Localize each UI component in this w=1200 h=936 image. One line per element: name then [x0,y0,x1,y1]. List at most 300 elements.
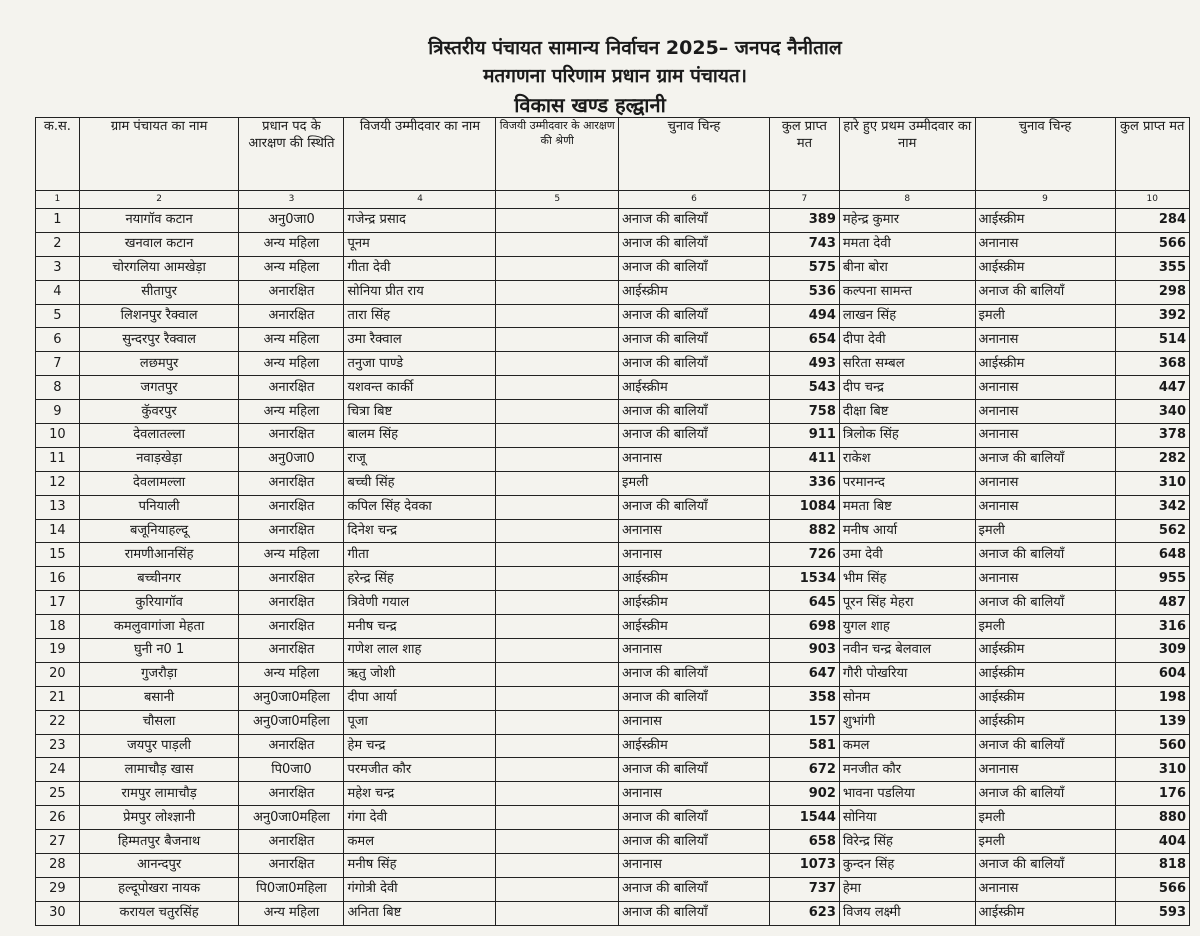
winner-category-cell [496,854,619,878]
serial-number-cell: 27 [36,830,80,854]
runner-up-symbol-cell: आईस्क्रीम [975,352,1115,376]
reservation-status-cell: अन्य महिला [239,400,344,424]
column-number-cell: 5 [496,191,619,209]
runner-up-votes-cell: 378 [1115,424,1189,448]
serial-number-cell: 2 [36,232,80,256]
column-number-cell: 4 [344,191,496,209]
runner-up-symbol-cell: आईस्क्रीम [975,662,1115,686]
winner-symbol-cell: अनानास [618,639,769,663]
winner-votes-cell: 493 [769,352,839,376]
reservation-status-cell: अन्य महिला [239,901,344,925]
winner-category-cell [496,782,619,806]
winner-name-cell: कमल [344,830,496,854]
winner-symbol-cell: अनाज की बालियॉं [618,256,769,280]
winner-votes-cell: 358 [769,686,839,710]
reservation-status-cell: अनु0जा0महिला [239,710,344,734]
reservation-status-cell: अनारक्षित [239,376,344,400]
winner-symbol-cell: अनाज की बालियॉं [618,328,769,352]
gram-panchayat-cell: नवाड़खेड़ा [79,447,239,471]
reservation-status-cell: अन्य महिला [239,352,344,376]
table-row [36,304,1190,328]
runner-up-votes-cell: 368 [1115,352,1189,376]
winner-category-cell [496,806,619,830]
winner-votes-cell: 726 [769,543,839,567]
runner-up-votes-cell: 342 [1115,495,1189,519]
table-row [36,901,1190,925]
runner-up-name-cell: विजय लक्ष्मी [839,901,975,925]
serial-number-cell: 9 [36,400,80,424]
serial-number-cell: 26 [36,806,80,830]
runner-up-name-cell: लाखन सिंह [839,304,975,328]
winner-symbol-cell: अनानास [618,543,769,567]
serial-number-cell: 24 [36,758,80,782]
winner-votes-cell: 411 [769,447,839,471]
runner-up-name-cell: सोनम [839,686,975,710]
winner-name-cell: चित्रा बिष्ट [344,400,496,424]
serial-number-cell: 29 [36,877,80,901]
runner-up-name-cell: गौरी पोखरिया [839,662,975,686]
runner-up-name-cell: मनजीत कौर [839,758,975,782]
winner-symbol-cell: आईस्क्रीम [618,280,769,304]
runner-up-symbol-cell: अनानास [975,758,1115,782]
winner-symbol-cell: अनाज की बालियॉं [618,400,769,424]
winner-category-cell [496,877,619,901]
gram-panchayat-cell: चोरगलिया आमखेड़ा [79,256,239,280]
serial-number-cell: 21 [36,686,80,710]
runner-up-symbol-cell: इमली [975,615,1115,639]
winner-votes-cell: 575 [769,256,839,280]
table-row [36,877,1190,901]
header-cell: हारे हुए प्रथम उम्मीदवार का नाम [839,118,975,191]
header-row [36,118,1190,191]
runner-up-name-cell: विरेन्द्र सिंह [839,830,975,854]
winner-symbol-cell: अनाज की बालियॉं [618,304,769,328]
runner-up-symbol-cell: अनाज की बालियॉं [975,591,1115,615]
runner-up-name-cell: भीम सिंह [839,567,975,591]
runner-up-symbol-cell: अनाज की बालियॉं [975,543,1115,567]
gram-panchayat-cell: देवलामल्ला [79,471,239,495]
serial-number-cell: 3 [36,256,80,280]
serial-number-cell: 5 [36,304,80,328]
runner-up-name-cell: हेमा [839,877,975,901]
gram-panchayat-cell: हिम्मतपुर बैजनाथ [79,830,239,854]
winner-name-cell: गीता [344,543,496,567]
winner-name-cell: दीपा आर्या [344,686,496,710]
header-cell: चुनाव चिन्ह [975,118,1115,191]
winner-symbol-cell: अनाज की बालियॉं [618,495,769,519]
reservation-status-cell: अनारक्षित [239,424,344,448]
table-row [36,686,1190,710]
runner-up-symbol-cell: आईस्क्रीम [975,710,1115,734]
runner-up-votes-cell: 648 [1115,543,1189,567]
winner-votes-cell: 647 [769,662,839,686]
winner-name-cell: उमा रैक्वाल [344,328,496,352]
gram-panchayat-cell: जयपुर पाड़ली [79,734,239,758]
runner-up-name-cell: बीना बोरा [839,256,975,280]
column-number-cell: 6 [618,191,769,209]
document-title-block [0,34,1200,120]
gram-panchayat-cell: लछमपुर [79,352,239,376]
election-title: त्रिस्तरीय पंचायत सामान्य निर्वाचन 2025– जनपद नैनीताल [428,37,842,59]
runner-up-name-cell: दीक्षा बिष्ट [839,400,975,424]
winner-name-cell: यशवन्त कार्की [344,376,496,400]
column-number-cell: 9 [975,191,1115,209]
column-number-cell: 1 [36,191,80,209]
reservation-status-cell: अन्य महिला [239,662,344,686]
table-row [36,256,1190,280]
reservation-status-cell: अनारक्षित [239,495,344,519]
runner-up-name-cell: उमा देवी [839,543,975,567]
runner-up-name-cell: भावना पडलिया [839,782,975,806]
runner-up-symbol-cell: अनानास [975,328,1115,352]
winner-symbol-cell: अनानास [618,447,769,471]
runner-up-symbol-cell: आईस्क्रीम [975,209,1115,233]
runner-up-votes-cell: 818 [1115,854,1189,878]
winner-votes-cell: 654 [769,328,839,352]
runner-up-symbol-cell: अनानास [975,232,1115,256]
reservation-status-cell: अनु0जा0महिला [239,686,344,710]
runner-up-symbol-cell: इमली [975,304,1115,328]
winner-name-cell: हरेन्द्र सिंह [344,567,496,591]
reservation-status-cell: अनारक्षित [239,471,344,495]
runner-up-symbol-cell: अनानास [975,495,1115,519]
runner-up-name-cell: ममता देवी [839,232,975,256]
reservation-status-cell: अनारक्षित [239,734,344,758]
table-row [36,543,1190,567]
table-row [36,854,1190,878]
table-row [36,758,1190,782]
winner-votes-cell: 536 [769,280,839,304]
winner-category-cell [496,447,619,471]
winner-votes-cell: 543 [769,376,839,400]
winner-votes-cell: 737 [769,877,839,901]
gram-panchayat-cell: कमलुवागांजा मेहता [79,615,239,639]
winner-symbol-cell: अनाज की बालियॉं [618,877,769,901]
header-cell: ग्राम पंचायत का नाम [79,118,239,191]
reservation-status-cell: अनारक्षित [239,567,344,591]
winner-votes-cell: 743 [769,232,839,256]
runner-up-votes-cell: 176 [1115,782,1189,806]
table-row [36,400,1190,424]
winner-category-cell [496,901,619,925]
block-name-heading: विकास खण्ड हल्द्वानी [514,93,666,117]
reservation-status-cell: अनु0जा0 [239,209,344,233]
winner-votes-cell: 1534 [769,567,839,591]
serial-number-cell: 22 [36,710,80,734]
winner-category-cell [496,400,619,424]
gram-panchayat-cell: रामणीआनसिंह [79,543,239,567]
results-table [35,117,1190,926]
winner-category-cell [496,256,619,280]
winner-symbol-cell: अनाज की बालियॉं [618,830,769,854]
reservation-status-cell: अनारक्षित [239,591,344,615]
winner-symbol-cell: अनाज की बालियॉं [618,352,769,376]
winner-votes-cell: 758 [769,400,839,424]
winner-name-cell: तारा सिंह [344,304,496,328]
gram-panchayat-cell: रामपुर लामाचौड़ [79,782,239,806]
winner-symbol-cell: आईस्क्रीम [618,567,769,591]
winner-symbol-cell: आईस्क्रीम [618,376,769,400]
winner-votes-cell: 389 [769,209,839,233]
serial-number-cell: 16 [36,567,80,591]
serial-number-cell: 13 [36,495,80,519]
winner-category-cell [496,830,619,854]
reservation-status-cell: अनारक्षित [239,782,344,806]
winner-symbol-cell: अनाज की बालियॉं [618,209,769,233]
runner-up-symbol-cell: अनाज की बालियॉं [975,854,1115,878]
winner-category-cell [496,734,619,758]
winner-name-cell: गंगोत्री देवी [344,877,496,901]
winner-symbol-cell: आईस्क्रीम [618,734,769,758]
winner-category-cell [496,328,619,352]
runner-up-name-cell: ममता बिष्ट [839,495,975,519]
reservation-status-cell: पि0जा0महिला [239,877,344,901]
winner-name-cell: मनीष सिंह [344,854,496,878]
winner-symbol-cell: अनानास [618,854,769,878]
runner-up-symbol-cell: अनाज की बालियॉं [975,447,1115,471]
runner-up-votes-cell: 316 [1115,615,1189,639]
gram-panchayat-cell: कुरियागॉव [79,591,239,615]
runner-up-name-cell: परमानन्द [839,471,975,495]
winner-votes-cell: 1084 [769,495,839,519]
reservation-status-cell: अन्य महिला [239,232,344,256]
gram-panchayat-cell: पनियाली [79,495,239,519]
winner-category-cell [496,495,619,519]
header-cell: प्रधान पद के आरक्षण की स्थिति [239,118,344,191]
winner-category-cell [496,209,619,233]
table-row [36,710,1190,734]
table-row [36,280,1190,304]
runner-up-name-cell: मनीष आर्या [839,519,975,543]
runner-up-votes-cell: 298 [1115,280,1189,304]
winner-category-cell [496,304,619,328]
runner-up-symbol-cell: इमली [975,519,1115,543]
runner-up-symbol-cell: अनानास [975,567,1115,591]
reservation-status-cell: अनारक्षित [239,615,344,639]
winner-votes-cell: 623 [769,901,839,925]
winner-symbol-cell: अनानास [618,519,769,543]
gram-panchayat-cell: कुॅवरपुर [79,400,239,424]
runner-up-votes-cell: 487 [1115,591,1189,615]
winner-name-cell: कपिल सिंह देवका [344,495,496,519]
winner-votes-cell: 911 [769,424,839,448]
header-cell: चुनाव चिन्ह [618,118,769,191]
column-number-cell: 8 [839,191,975,209]
serial-number-cell: 25 [36,782,80,806]
winner-name-cell: महेश चन्द्र [344,782,496,806]
runner-up-votes-cell: 392 [1115,304,1189,328]
table-row [36,734,1190,758]
serial-number-cell: 17 [36,591,80,615]
table-row [36,471,1190,495]
runner-up-symbol-cell: आईस्क्रीम [975,256,1115,280]
runner-up-symbol-cell: अनानास [975,376,1115,400]
winner-category-cell [496,424,619,448]
winner-name-cell: दिनेश चन्द्र [344,519,496,543]
winner-symbol-cell: अनाज की बालियॉं [618,806,769,830]
winner-votes-cell: 902 [769,782,839,806]
column-number-cell: 10 [1115,191,1189,209]
runner-up-symbol-cell: आईस्क्रीम [975,639,1115,663]
runner-up-votes-cell: 404 [1115,830,1189,854]
runner-up-votes-cell: 566 [1115,232,1189,256]
winner-category-cell [496,471,619,495]
serial-number-cell: 19 [36,639,80,663]
table-row [36,567,1190,591]
serial-number-cell: 20 [36,662,80,686]
winner-category-cell [496,543,619,567]
serial-number-cell: 15 [36,543,80,567]
runner-up-symbol-cell: इमली [975,806,1115,830]
table-row [36,806,1190,830]
table-row [36,376,1190,400]
gram-panchayat-cell: देवलातल्ला [79,424,239,448]
table-row [36,232,1190,256]
winner-name-cell: गजेन्द्र प्रसाद [344,209,496,233]
winner-votes-cell: 645 [769,591,839,615]
runner-up-votes-cell: 284 [1115,209,1189,233]
runner-up-votes-cell: 309 [1115,639,1189,663]
gram-panchayat-cell: नयागॉव कटान [79,209,239,233]
runner-up-name-cell: सोनिया [839,806,975,830]
serial-number-cell: 28 [36,854,80,878]
table-row [36,591,1190,615]
serial-number-cell: 7 [36,352,80,376]
winner-category-cell [496,591,619,615]
runner-up-name-cell: पूरन सिंह मेहरा [839,591,975,615]
winner-name-cell: हेम चन्द्र [344,734,496,758]
winner-symbol-cell: अनाज की बालियॉं [618,686,769,710]
winner-category-cell [496,567,619,591]
runner-up-name-cell: कुन्दन सिंह [839,854,975,878]
runner-up-votes-cell: 139 [1115,710,1189,734]
runner-up-votes-cell: 593 [1115,901,1189,925]
column-number-cell: 7 [769,191,839,209]
gram-panchayat-cell: बच्चीनगर [79,567,239,591]
winner-votes-cell: 658 [769,830,839,854]
runner-up-symbol-cell: अनानास [975,471,1115,495]
winner-name-cell: अनिता बिष्ट [344,901,496,925]
reservation-status-cell: पि0जा0 [239,758,344,782]
runner-up-votes-cell: 355 [1115,256,1189,280]
winner-name-cell: बच्ची सिंह [344,471,496,495]
winner-name-cell: ऋतु जोशी [344,662,496,686]
winner-symbol-cell: अनाज की बालियॉं [618,424,769,448]
runner-up-symbol-cell: अनाज की बालियॉं [975,734,1115,758]
winner-votes-cell: 336 [769,471,839,495]
reservation-status-cell: अनु0जा0महिला [239,806,344,830]
runner-up-name-cell: कल्पना सामन्त [839,280,975,304]
reservation-status-cell: अनारक्षित [239,280,344,304]
winner-category-cell [496,710,619,734]
winner-symbol-cell: इमली [618,471,769,495]
results-body [36,209,1190,926]
gram-panchayat-cell: सुन्दरपुर रैक्वाल [79,328,239,352]
winner-name-cell: तनुजा पाण्डे [344,352,496,376]
runner-up-symbol-cell: अनानास [975,877,1115,901]
table-row [36,830,1190,854]
runner-up-votes-cell: 282 [1115,447,1189,471]
winner-category-cell [496,232,619,256]
runner-up-name-cell: युगल शाह [839,615,975,639]
table-row [36,639,1190,663]
runner-up-name-cell: शुभांगी [839,710,975,734]
runner-up-name-cell: राकेश [839,447,975,471]
runner-up-votes-cell: 560 [1115,734,1189,758]
result-subtitle: मतगणना परिणाम प्रधान ग्राम पंचायत। [483,65,747,87]
table-row [36,352,1190,376]
runner-up-votes-cell: 514 [1115,328,1189,352]
winner-votes-cell: 157 [769,710,839,734]
gram-panchayat-cell: बसानी [79,686,239,710]
runner-up-symbol-cell: आईस्क्रीम [975,901,1115,925]
runner-up-symbol-cell: इमली [975,830,1115,854]
winner-symbol-cell: अनाज की बालियॉं [618,662,769,686]
table-row [36,519,1190,543]
gram-panchayat-cell: करायल चतुरसिंह [79,901,239,925]
serial-number-cell: 11 [36,447,80,471]
runner-up-votes-cell: 198 [1115,686,1189,710]
gram-panchayat-cell: आनन्दपुर [79,854,239,878]
winner-category-cell [496,519,619,543]
winner-name-cell: गंगा देवी [344,806,496,830]
serial-number-cell: 8 [36,376,80,400]
table-row [36,662,1190,686]
header-cell: विजयी उम्मीदवार का नाम [344,118,496,191]
runner-up-votes-cell: 955 [1115,567,1189,591]
gram-panchayat-cell: जगतपुर [79,376,239,400]
header-cell: कुल प्राप्त मत [769,118,839,191]
winner-votes-cell: 1073 [769,854,839,878]
gram-panchayat-cell: सीतापुर [79,280,239,304]
runner-up-symbol-cell: अनानास [975,424,1115,448]
winner-votes-cell: 882 [769,519,839,543]
runner-up-votes-cell: 566 [1115,877,1189,901]
gram-panchayat-cell: बजूनियाहल्दू [79,519,239,543]
winner-symbol-cell: आईस्क्रीम [618,591,769,615]
serial-number-cell: 4 [36,280,80,304]
runner-up-name-cell: दीप चन्द्र [839,376,975,400]
winner-votes-cell: 903 [769,639,839,663]
reservation-status-cell: अनु0जा0 [239,447,344,471]
winner-name-cell: बालम सिंह [344,424,496,448]
serial-number-cell: 14 [36,519,80,543]
serial-number-cell: 1 [36,209,80,233]
gram-panchayat-cell: लामाचौड़ खास [79,758,239,782]
gram-panchayat-cell: चौसला [79,710,239,734]
winner-category-cell [496,615,619,639]
winner-category-cell [496,639,619,663]
runner-up-name-cell: महेन्द्र कुमार [839,209,975,233]
winner-name-cell: पूजा [344,710,496,734]
reservation-status-cell: अनारक्षित [239,830,344,854]
header-cell: विजयी उम्मीदवार के आरक्षण की श्रेणी [496,118,619,191]
runner-up-name-cell: नवीन चन्द्र बेलवाल [839,639,975,663]
table-row [36,328,1190,352]
runner-up-symbol-cell: अनानास [975,400,1115,424]
winner-category-cell [496,686,619,710]
winner-name-cell: मनीष चन्द्र [344,615,496,639]
column-number-row [36,191,1190,209]
runner-up-symbol-cell: अनाज की बालियॉं [975,782,1115,806]
runner-up-votes-cell: 310 [1115,471,1189,495]
winner-votes-cell: 672 [769,758,839,782]
table-row [36,424,1190,448]
winner-symbol-cell: अनानास [618,782,769,806]
winner-category-cell [496,376,619,400]
table-row [36,615,1190,639]
runner-up-name-cell: सरिता सम्बल [839,352,975,376]
